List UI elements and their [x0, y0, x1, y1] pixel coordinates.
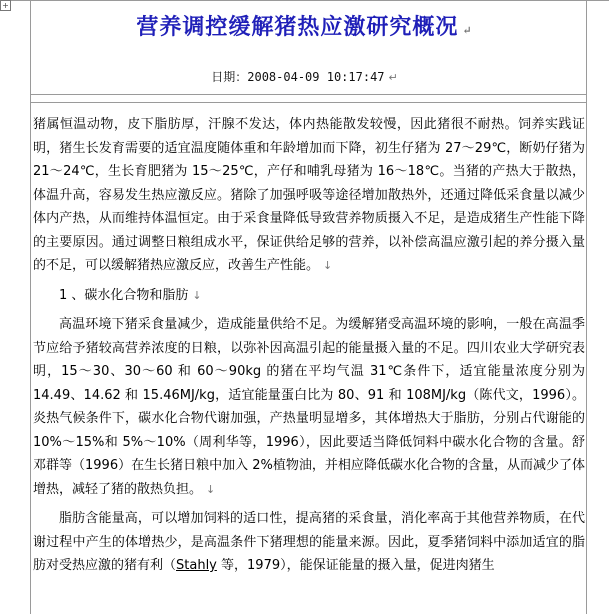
cell-mark-icon: ↓: [206, 482, 216, 496]
article-title: [0, 10, 609, 41]
paragraph-mark-icon: ↵: [388, 71, 398, 84]
section-heading: 1 、碳水化合物和脂肪 ↓: [59, 287, 202, 303]
article-title-text: 营养调控缓解猪热应激研究概况: [136, 14, 459, 40]
table-border-left: [30, 0, 31, 614]
cell-mark-icon: ↓: [323, 259, 333, 272]
date-label: 日期：: [211, 70, 248, 84]
citation-author: Stahly: [176, 558, 217, 573]
paragraph-energy: 高温环境下猪采食量减少，造成能量供给不足。为缓解猪受高温环境的影响，一般在高温季节应给予猪较高营养浓度的日粮，以弥补因高温引起的能量摄入量的不足。四川农业大学研究表明，15～30、30～60 和 60～90kg 的猪在平均气温 31℃条件下，适宜能量浓度分别为 14.49、14.62 和 15.46MJ/kg，适宜能量蛋白比为 80、91 和 108MJ/kg（陈代文，1996）。炎热气候条件下，碳水化合物代谢加强，产热量明显增多，其体增热大于脂肪，分别占代谢能的 10%～15%和 5%～10%（周利华等，1996），因此要适当降低饲料中碳水化合物的含量。舒邓群等（1996）在生长猪日粮中加入 2%植物油，并相应降低碳水化合物的含量，从而减少了体增热，减轻了猪的散热负担。 ↓: [33, 317, 585, 497]
cell-mark-icon: ↓: [192, 288, 202, 302]
table-border-right: [586, 0, 587, 614]
table-border-top: [0, 0, 609, 1]
paragraph-intro: 猪属恒温动物，皮下脂肪厚，汗腺不发达，体内热能散发较慢，因此猪很不耐热。饲养实践证明，猪生长发育需要的适宜温度随体重和年龄增加而下降，初生仔猪为 27～29℃，断奶仔猪为 21～24℃，生长育肥猪为 15～25℃，产仔和哺乳母猪为 16～18℃。当猪的产热大于散热，体温升高，容易发生热应激反应。猪除了加强呼吸等途径增加散热外，还通过降低采食量以减少体内产热，从而维持体温恒定。由于采食量降低导致营养物质摄入不足，是造成猪生产性能下降的主要原因。通过调整日粮组成水平，保证供给足够的营养，以补偿高温应激引起的养分摄入量的不足，可以缓解猪热应激反应，改善生产性能。 ↓: [33, 117, 585, 273]
article-body: [33, 113, 585, 578]
article-date: [0, 68, 609, 85]
table-row-divider: [30, 94, 586, 95]
date-value: 2008-04-09 10:17:47: [247, 70, 385, 84]
paragraph-mark-icon: ↵: [462, 24, 473, 37]
table-row-divider-2: [30, 102, 586, 103]
table-move-handle-icon[interactable]: +: [0, 0, 11, 11]
paragraph-fat: 脂肪含能量高，可以增加饲料的适口性，提高猪的采食量，消化率高于其他营养物质，在代谢过程中产生的体增热少，是高温条件下猪理想的能量来源。因此，夏季猪饲料中添加适宜的脂肪对受热应激的猪有利（Stahly 等，1979），能保证能量的摄入量，促进肉猪生: [33, 511, 585, 573]
